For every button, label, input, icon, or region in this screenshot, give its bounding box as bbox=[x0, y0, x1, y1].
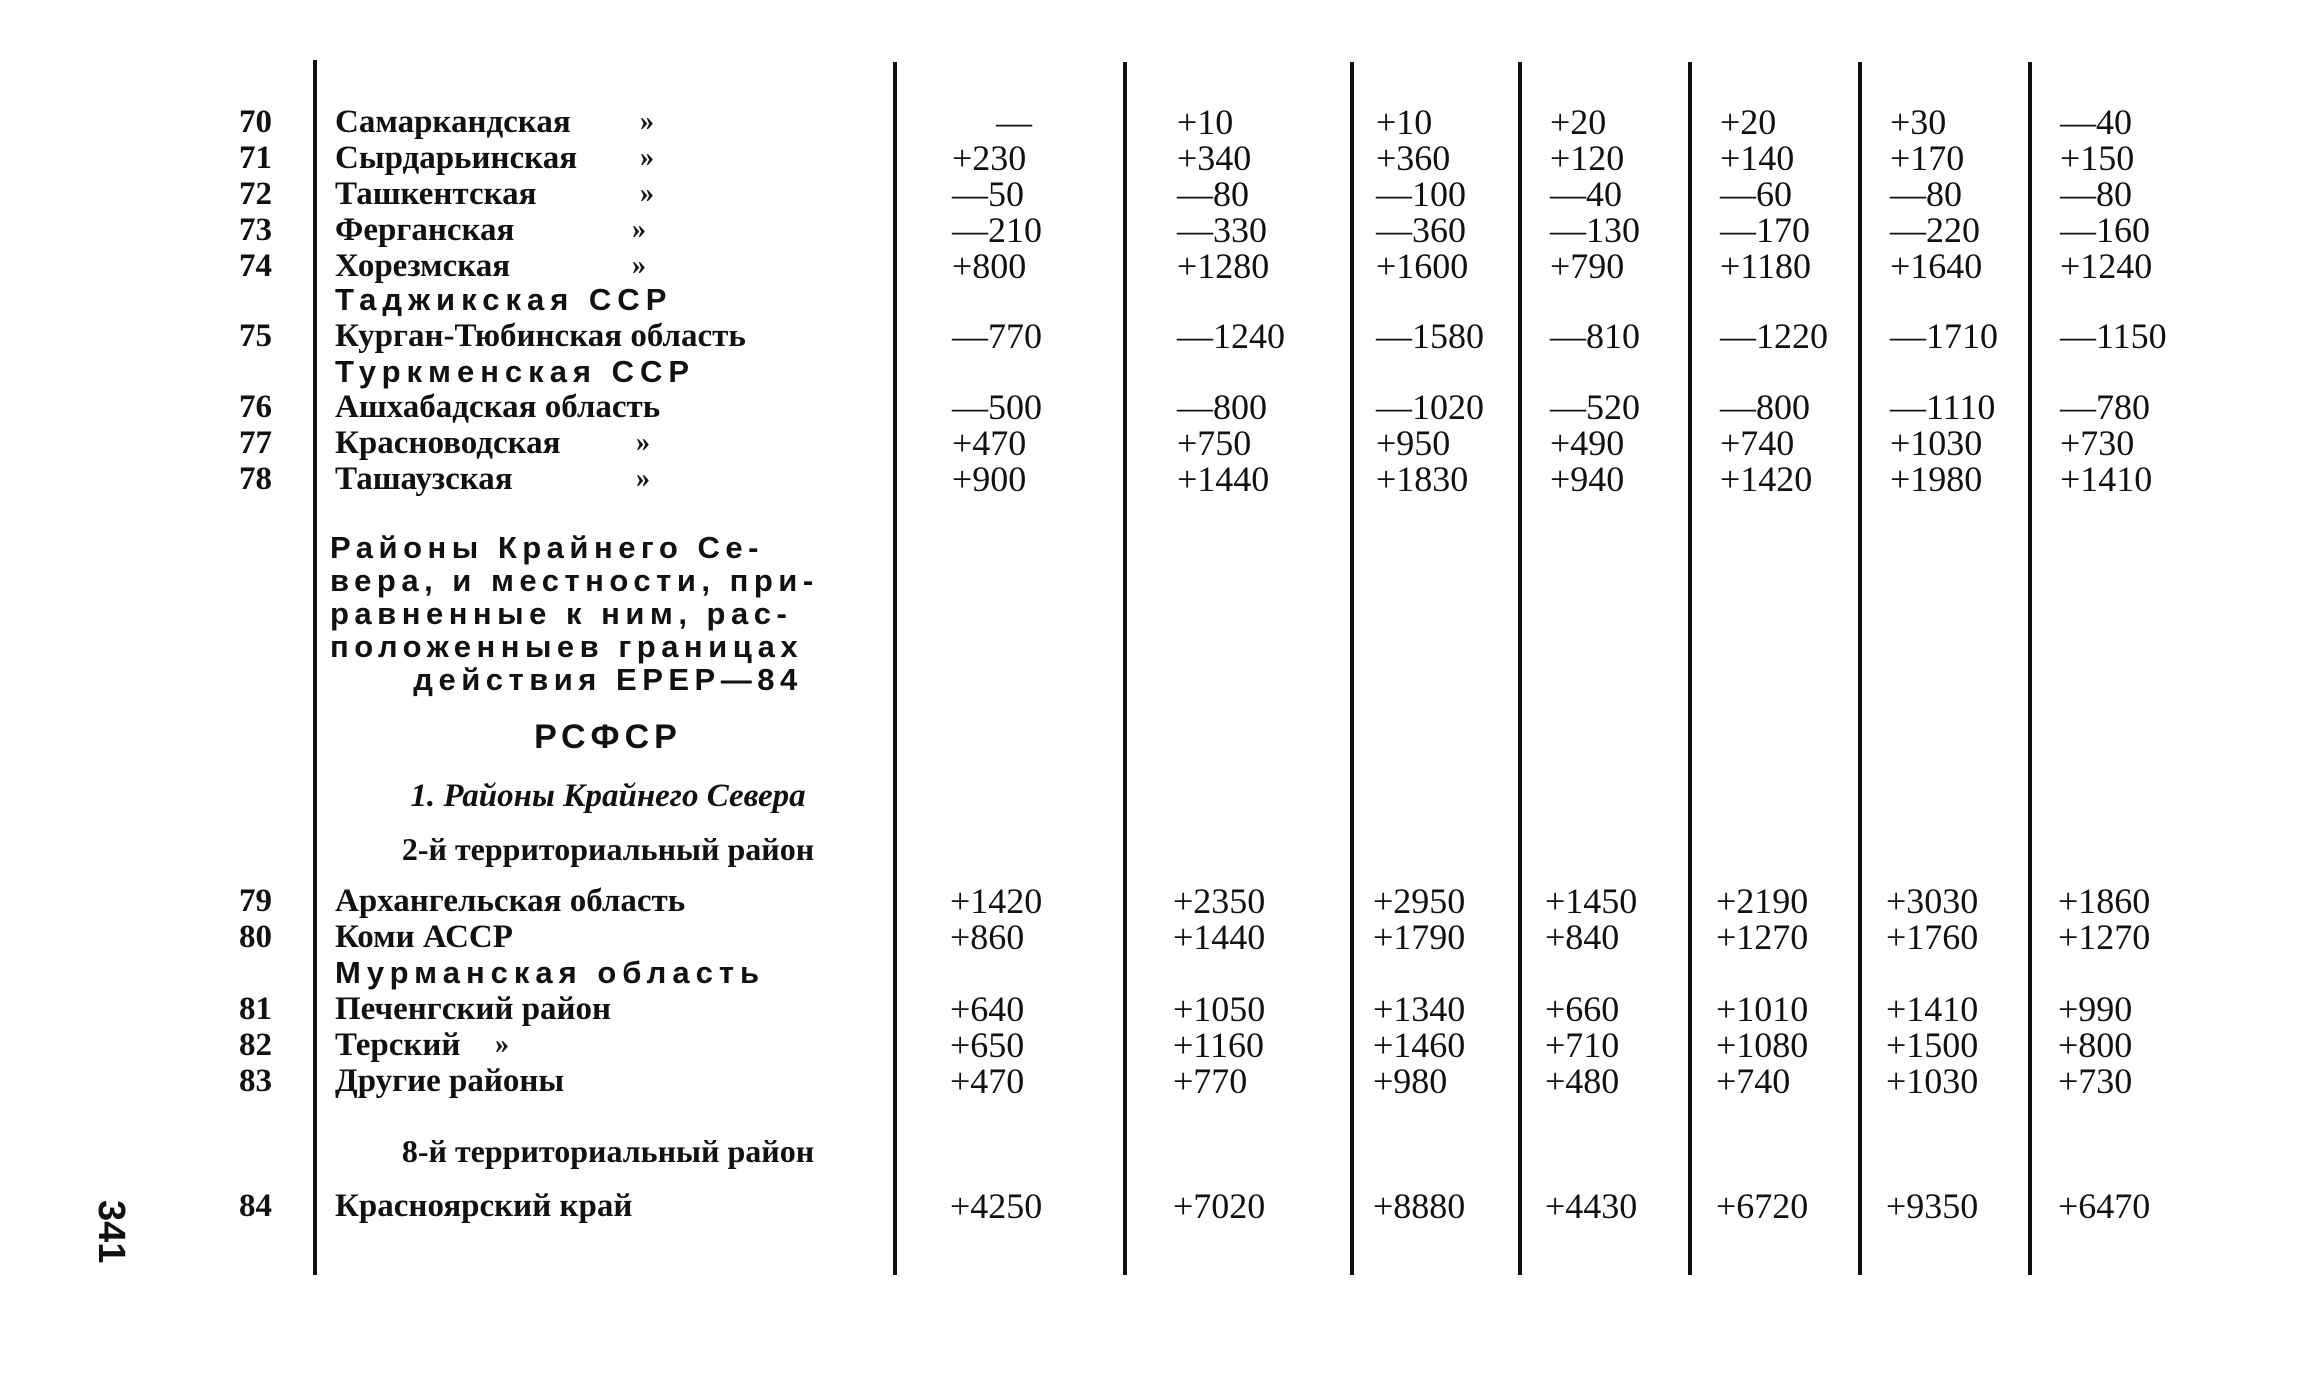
value-cell: +1410 bbox=[1886, 989, 1979, 1029]
value-cell: +1030 bbox=[1890, 423, 1983, 463]
section-heading: Таджикская ССР bbox=[335, 282, 673, 317]
row-number: 79 bbox=[239, 883, 272, 919]
table-row bbox=[0, 1188, 2298, 1224]
value-cell: +1160 bbox=[1173, 1025, 1264, 1065]
value-cell: +2350 bbox=[1173, 881, 1266, 921]
value-cell: +490 bbox=[1550, 423, 1625, 463]
value-cell: —1150 bbox=[2060, 316, 2167, 356]
value-cell: +950 bbox=[1376, 423, 1451, 463]
value-cell: +1080 bbox=[1716, 1025, 1809, 1065]
table-row bbox=[0, 991, 2298, 1027]
value-cell: +800 bbox=[2058, 1025, 2133, 1065]
value-cell: +1830 bbox=[1376, 459, 1469, 499]
ditto-mark: » bbox=[636, 463, 650, 494]
value-cell: —80 bbox=[2060, 174, 2132, 214]
value-cell: +7020 bbox=[1173, 1186, 1266, 1226]
value-cell: +840 bbox=[1545, 917, 1620, 957]
table-row bbox=[0, 1027, 2298, 1063]
intro-line: вера, и местности, при- bbox=[330, 563, 819, 598]
value-cell: —1020 bbox=[1376, 387, 1484, 427]
value-cell: —40 bbox=[2060, 102, 2132, 142]
value-cell: +470 bbox=[950, 1061, 1025, 1101]
row-number: 70 bbox=[239, 104, 272, 140]
value-cell: +1240 bbox=[2060, 246, 2153, 286]
region-name: Курган-Тюбинская область bbox=[335, 318, 746, 354]
value-cell: +1790 bbox=[1373, 917, 1466, 957]
value-cell: +20 bbox=[1720, 102, 1777, 142]
table-row bbox=[0, 461, 2298, 497]
value-cell: +1460 bbox=[1373, 1025, 1466, 1065]
row-number: 83 bbox=[239, 1063, 272, 1099]
district-heading: 2-й территориальный район bbox=[401, 831, 815, 867]
value-cell: +340 bbox=[1177, 138, 1252, 178]
value-cell: +650 bbox=[950, 1025, 1025, 1065]
value-cell: —800 bbox=[1177, 387, 1267, 427]
value-cell: +170 bbox=[1890, 138, 1965, 178]
value-cell: —50 bbox=[952, 174, 1024, 214]
region-name: Ташкентская bbox=[335, 176, 537, 212]
value-cell: —1240 bbox=[1177, 316, 1285, 356]
ditto-mark: » bbox=[636, 427, 650, 458]
value-cell: +4250 bbox=[950, 1186, 1043, 1226]
value-cell: +1450 bbox=[1545, 881, 1638, 921]
value-cell: —360 bbox=[1376, 210, 1466, 250]
value-cell: +150 bbox=[2060, 138, 2135, 178]
value-cell: +6470 bbox=[2058, 1186, 2151, 1226]
ditto-mark: » bbox=[495, 1029, 509, 1060]
value-cell: —130 bbox=[1550, 210, 1640, 250]
region-name: Ашхабадская область bbox=[335, 389, 661, 425]
value-cell: +990 bbox=[2058, 989, 2133, 1029]
table-row bbox=[0, 104, 2298, 140]
value-cell: —60 bbox=[1720, 174, 1792, 214]
value-cell: +900 bbox=[952, 459, 1027, 499]
value-cell: —800 bbox=[1720, 387, 1810, 427]
row-number: 74 bbox=[239, 248, 272, 284]
value-cell: +1760 bbox=[1886, 917, 1979, 957]
value-cell: +1010 bbox=[1716, 989, 1809, 1029]
value-cell: —100 bbox=[1376, 174, 1466, 214]
value-cell: +730 bbox=[2058, 1061, 2133, 1101]
subsection-heading: 1. Районы Крайнего Севера bbox=[410, 778, 806, 814]
value-cell: +740 bbox=[1716, 1061, 1791, 1101]
value-cell: +9350 bbox=[1886, 1186, 1979, 1226]
row-number: 80 bbox=[239, 919, 272, 955]
value-cell: —1710 bbox=[1890, 316, 1998, 356]
value-cell: +1440 bbox=[1173, 917, 1266, 957]
value-cell: +770 bbox=[1173, 1061, 1248, 1101]
value-cell: +790 bbox=[1550, 246, 1625, 286]
value-cell: +2190 bbox=[1716, 881, 1809, 921]
intro-line: действия ЕРЕР—84 bbox=[413, 662, 803, 697]
value-cell: —40 bbox=[1550, 174, 1622, 214]
row-number: 73 bbox=[239, 212, 272, 248]
value-cell: +1050 bbox=[1173, 989, 1266, 1029]
value-cell: +1340 bbox=[1373, 989, 1466, 1029]
value-cell: +1600 bbox=[1376, 246, 1469, 286]
table-row bbox=[0, 919, 2298, 955]
value-cell: +30 bbox=[1890, 102, 1947, 142]
ditto-mark: » bbox=[640, 106, 654, 137]
value-cell: +120 bbox=[1550, 138, 1625, 178]
value-cell: +940 bbox=[1550, 459, 1625, 499]
value-cell: +1420 bbox=[950, 881, 1043, 921]
value-cell: +1270 bbox=[2058, 917, 2151, 957]
value-cell: —170 bbox=[1720, 210, 1810, 250]
row-number: 71 bbox=[239, 140, 272, 176]
value-cell: +860 bbox=[950, 917, 1025, 957]
intro-line: положенныев границах bbox=[330, 629, 804, 664]
ditto-mark: » bbox=[640, 142, 654, 173]
value-cell: —780 bbox=[2060, 387, 2150, 427]
value-cell: +140 bbox=[1720, 138, 1795, 178]
value-cell: +1980 bbox=[1890, 459, 1983, 499]
value-cell: +750 bbox=[1177, 423, 1252, 463]
region-name: Терский bbox=[335, 1027, 461, 1063]
intro-line: Районы Крайнего Се- bbox=[330, 530, 764, 565]
value-cell: +2950 bbox=[1373, 881, 1466, 921]
value-cell: +1420 bbox=[1720, 459, 1813, 499]
value-cell: +1410 bbox=[2060, 459, 2153, 499]
value-cell: +1440 bbox=[1177, 459, 1270, 499]
value-cell: +3030 bbox=[1886, 881, 1979, 921]
value-cell: —1220 bbox=[1720, 316, 1828, 356]
region-name: Ферганская bbox=[335, 212, 515, 248]
value-cell: —220 bbox=[1890, 210, 1980, 250]
value-cell: +470 bbox=[952, 423, 1027, 463]
value-cell: +8880 bbox=[1373, 1186, 1466, 1226]
value-cell: — bbox=[996, 102, 1032, 142]
value-cell: —330 bbox=[1177, 210, 1267, 250]
table-row bbox=[0, 248, 2298, 284]
value-cell: +6720 bbox=[1716, 1186, 1809, 1226]
region-name: Хорезмская bbox=[335, 248, 511, 284]
value-cell: +980 bbox=[1373, 1061, 1448, 1101]
value-cell: +4430 bbox=[1545, 1186, 1638, 1226]
section-intro-block bbox=[330, 531, 886, 696]
value-cell: —80 bbox=[1890, 174, 1962, 214]
value-cell: +10 bbox=[1177, 102, 1234, 142]
value-cell: —770 bbox=[952, 316, 1042, 356]
value-cell: +360 bbox=[1376, 138, 1451, 178]
region-name: Красноводская bbox=[335, 425, 561, 461]
region-name: Коми АССР bbox=[335, 919, 513, 955]
value-cell: —1580 bbox=[1376, 316, 1484, 356]
row-number: 75 bbox=[239, 318, 272, 354]
row-number: 72 bbox=[239, 176, 272, 212]
row-number: 78 bbox=[239, 461, 272, 497]
row-number: 82 bbox=[239, 1027, 272, 1063]
value-cell: +1030 bbox=[1886, 1061, 1979, 1101]
value-cell: +20 bbox=[1550, 102, 1607, 142]
table-row bbox=[0, 425, 2298, 461]
row-number: 84 bbox=[239, 1188, 272, 1224]
value-cell: —80 bbox=[1177, 174, 1249, 214]
region-name: Красноярский край bbox=[335, 1188, 633, 1224]
value-cell: +10 bbox=[1376, 102, 1433, 142]
value-cell: +1270 bbox=[1716, 917, 1809, 957]
value-cell: —500 bbox=[952, 387, 1042, 427]
value-cell: —1110 bbox=[1890, 387, 1996, 427]
value-cell: +640 bbox=[950, 989, 1025, 1029]
table-row bbox=[0, 212, 2298, 248]
region-name: Самаркандская bbox=[335, 104, 571, 140]
value-cell: +740 bbox=[1720, 423, 1795, 463]
value-cell: +480 bbox=[1545, 1061, 1620, 1101]
table-row bbox=[0, 883, 2298, 919]
value-cell: +1860 bbox=[2058, 881, 2151, 921]
table-row bbox=[0, 389, 2298, 425]
value-cell: +230 bbox=[952, 138, 1027, 178]
value-cell: —810 bbox=[1550, 316, 1640, 356]
value-cell: +730 bbox=[2060, 423, 2135, 463]
table-row bbox=[0, 1063, 2298, 1099]
ditto-mark: » bbox=[632, 214, 646, 245]
district-heading: 8-й территориальный район bbox=[401, 1133, 815, 1169]
value-cell: +1640 bbox=[1890, 246, 1983, 286]
row-number: 77 bbox=[239, 425, 272, 461]
region-name: Архангельская область bbox=[335, 883, 686, 919]
value-cell: +1500 bbox=[1886, 1025, 1979, 1065]
table-row bbox=[0, 176, 2298, 212]
region-name: Другие районы bbox=[335, 1063, 565, 1099]
section-heading: Туркменская ССР bbox=[335, 354, 696, 389]
intro-line: равненные к ним, рас- bbox=[330, 596, 793, 631]
region-name: Ташаузская bbox=[335, 461, 513, 497]
ditto-mark: » bbox=[632, 250, 646, 281]
table-row bbox=[0, 318, 2298, 354]
value-cell: —160 bbox=[2060, 210, 2150, 250]
section-heading: РСФСР bbox=[534, 718, 682, 756]
table-row bbox=[0, 140, 2298, 176]
region-name: Печенгский район bbox=[335, 991, 612, 1027]
row-number: 76 bbox=[239, 389, 272, 425]
region-name: Сырдарьинская bbox=[335, 140, 578, 176]
row-number: 81 bbox=[239, 991, 272, 1027]
page-number: 341 bbox=[90, 1200, 132, 1264]
value-cell: +800 bbox=[952, 246, 1027, 286]
value-cell: +660 bbox=[1545, 989, 1620, 1029]
value-cell: —520 bbox=[1550, 387, 1640, 427]
value-cell: +1180 bbox=[1720, 246, 1811, 286]
value-cell: +1280 bbox=[1177, 246, 1270, 286]
section-heading: Мурманская область bbox=[335, 955, 766, 990]
value-cell: —210 bbox=[952, 210, 1042, 250]
value-cell: +710 bbox=[1545, 1025, 1620, 1065]
ditto-mark: » bbox=[640, 178, 654, 209]
